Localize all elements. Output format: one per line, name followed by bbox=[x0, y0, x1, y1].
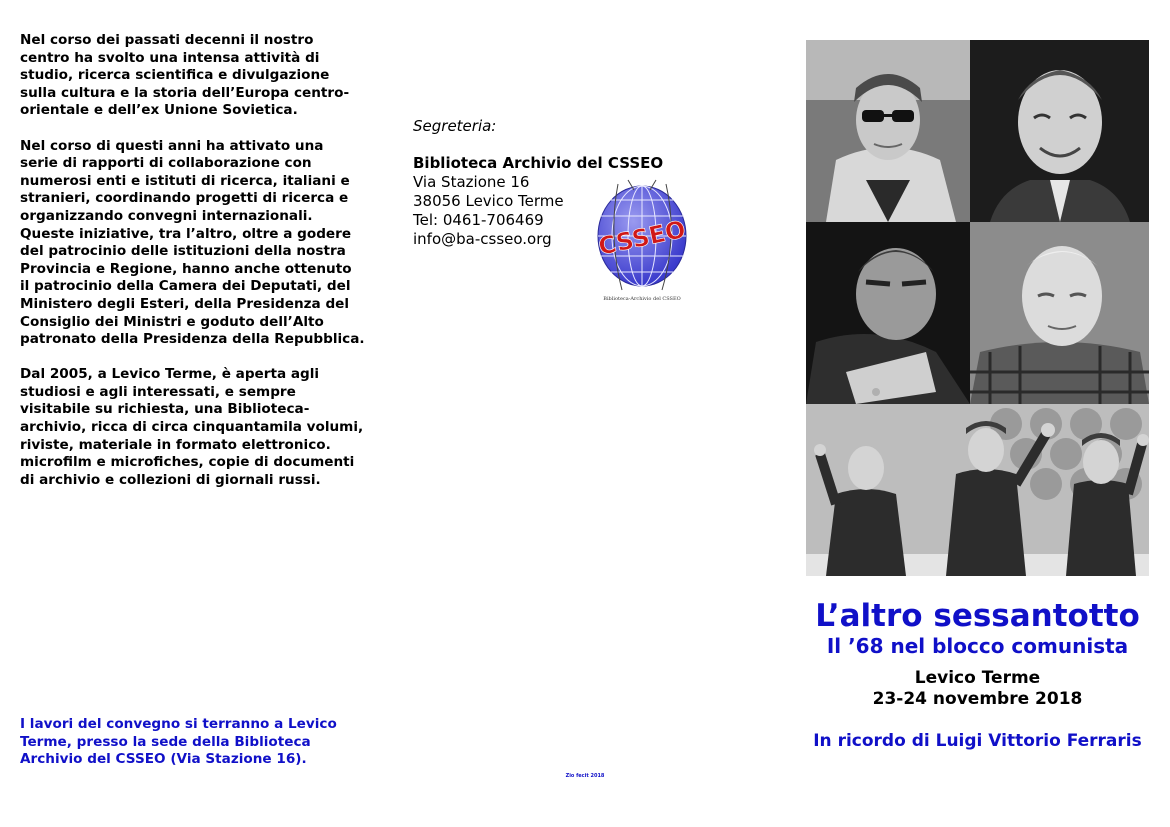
left-column bbox=[20, 32, 365, 507]
contact-street: Via Stazione 16 bbox=[413, 173, 530, 191]
portrait-photo-smiling bbox=[970, 40, 1149, 222]
event-dedication: In ricordo di Luigi Vittorio Ferraris bbox=[813, 731, 1142, 751]
intro-paragraph: Nel corso dei passati decenni il nostro centro ha svolto una intensa attività di studio, ricerca scientifica e divulgazione sulla cultura e la storia dell’Europa centro-orientale e dell’ex Unione Sovietica. bbox=[20, 32, 350, 119]
event-date: 23-24 novembre 2018 bbox=[872, 689, 1083, 709]
globe-logo-icon bbox=[588, 176, 696, 294]
logo-caption: Biblioteca-Archivio del CSSEO bbox=[603, 296, 681, 302]
contact-phone: Tel: 0461-706469 bbox=[413, 211, 544, 229]
event-place: Levico Terme bbox=[914, 668, 1041, 688]
portrait-photo-sunglasses bbox=[806, 40, 970, 222]
collaboration-paragraph: Nel corso di questi anni ha attivato una serie di rapporti di collaborazione con numerosi enti e istituti di ricerca, italiani e stranieri, coordinando progetti di ricerca e organizzando convegni internazionali. Queste iniziative, tra l’altro, oltre a godere del patrocinio delle istituzioni della nostra Provincia e Regione, hanno anche ottenuto il patrocinio della Camera dei Deputati, del Ministero degli Esteri, della Presidenza del Consiglio dei Ministri e goduto dell’Alto patronato della Presidenza della Repubblica. bbox=[20, 137, 365, 348]
venue-note: I lavori del convegno si terranno a Levico Terme, presso la sede della Biblioteca Archivio del CSSEO (Via Stazione 16). bbox=[20, 716, 337, 768]
event-subtitle: Il ’68 nel blocco comunista bbox=[826, 634, 1129, 658]
contact-city: 38056 Levico Terme bbox=[413, 192, 564, 210]
event-title: L’altro sessantotto bbox=[815, 598, 1140, 634]
contact-email[interactable]: info@ba-csseo.org bbox=[413, 230, 552, 248]
contact-label: Segreteria: bbox=[413, 117, 497, 135]
library-paragraph: Dal 2005, a Levico Terme, è aperta agli studiosi e agli interessati, e sempre visitabile su richiesta, una Biblioteca-archivio, ricca di circa cinquantamila volumi, riviste, materiale in formato elettronico. microfilm e microfiches, copie di documenti di archivio e collezioni di giornali russi. bbox=[20, 366, 364, 488]
photo-collage bbox=[806, 40, 1149, 576]
csseo-logo bbox=[588, 176, 696, 306]
group-photo-waving bbox=[806, 404, 1149, 576]
credit-note: Zio fecit 2018 bbox=[565, 773, 605, 779]
portrait-photo-plaid bbox=[970, 222, 1149, 404]
portrait-photo-reading bbox=[806, 222, 970, 404]
contact-name: Biblioteca Archivio del CSSEO bbox=[413, 154, 664, 172]
logo-letters: CSSEO bbox=[595, 215, 689, 261]
cover-title-block bbox=[806, 598, 1149, 752]
